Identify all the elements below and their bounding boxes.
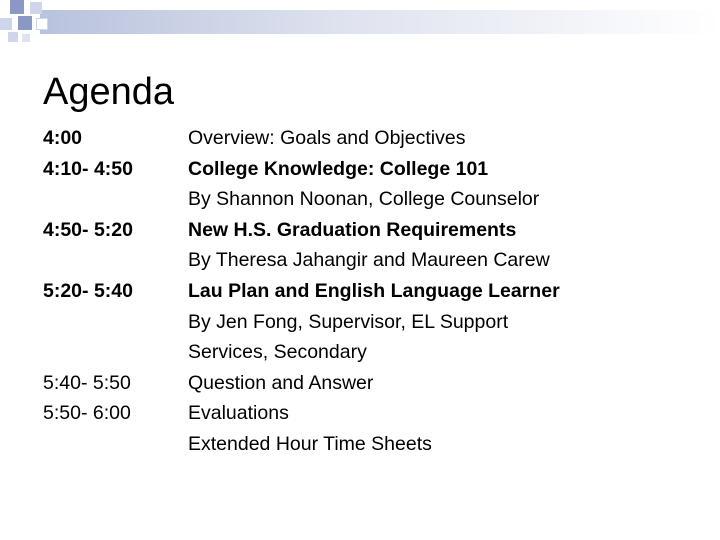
agenda-row (43, 429, 560, 460)
agenda-time: 5:50- 6:00 (43, 402, 131, 425)
deco-square (30, 2, 42, 14)
agenda-item: Lau Plan and English Language Learner (188, 279, 560, 302)
header-decoration (0, 0, 720, 50)
agenda-time: 4:10- 4:50 (43, 157, 133, 180)
agenda-row (43, 398, 560, 429)
agenda-item: By Theresa Jahangir and Maureen Carew (188, 249, 550, 272)
agenda-item: Services, Secondary (188, 341, 367, 364)
deco-square (22, 34, 30, 42)
agenda-row (43, 215, 560, 246)
deco-square (0, 18, 12, 30)
agenda-row (43, 123, 560, 154)
deco-square (10, 0, 24, 14)
agenda-item: Extended Hour Time Sheets (188, 432, 432, 455)
agenda-time (43, 245, 188, 276)
agenda-item: Evaluations (188, 402, 289, 425)
agenda-time: 5:20- 5:40 (43, 279, 133, 302)
agenda-item: By Shannon Noonan, College Counselor (188, 188, 540, 211)
agenda-time: 4:00 (43, 127, 83, 149)
deco-square (8, 32, 18, 42)
agenda-time (43, 307, 188, 338)
agenda-row (43, 184, 560, 215)
agenda-row (43, 245, 560, 276)
agenda-item: By Jen Fong, Supervisor, EL Support (188, 310, 509, 333)
agenda-item: Question and Answer (188, 371, 374, 394)
agenda-row (43, 368, 560, 399)
agenda-item: Overview: Goals and Objectives (188, 127, 466, 149)
deco-square (18, 16, 32, 30)
agenda-row (43, 154, 560, 185)
header-bar (40, 10, 720, 34)
agenda-row (43, 307, 560, 338)
agenda-time (43, 337, 188, 368)
agenda-row (43, 276, 560, 307)
agenda-table (43, 123, 560, 460)
agenda-row (43, 337, 560, 368)
agenda-item: College Knowledge: College 101 (188, 157, 489, 180)
agenda-time: 4:50- 5:20 (43, 218, 133, 241)
agenda-time (43, 184, 188, 215)
agenda-time: 5:40- 5:50 (43, 371, 131, 394)
slide-title: Agenda (43, 71, 175, 113)
agenda-item: New H.S. Graduation Requirements (188, 218, 517, 241)
agenda-time (43, 429, 188, 460)
deco-square (36, 18, 48, 30)
